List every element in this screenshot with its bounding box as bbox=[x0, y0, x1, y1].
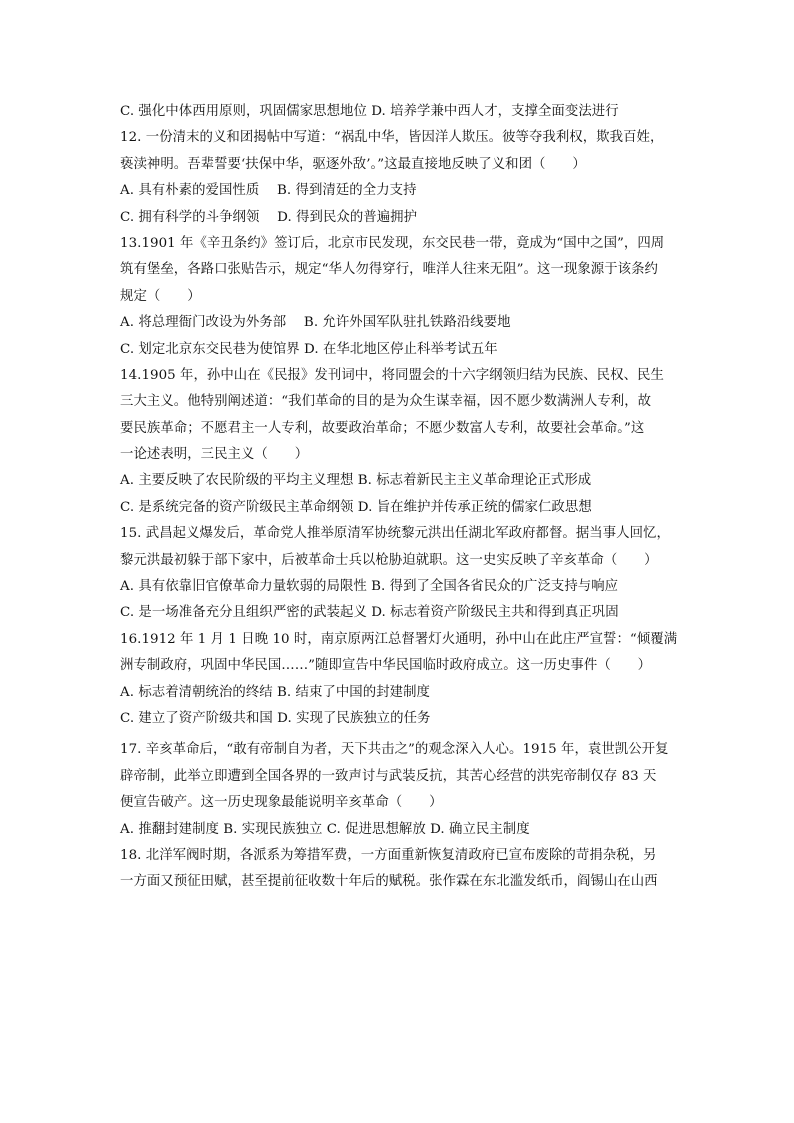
question-13-options: A. 将总理衙门改设为外务部 B. 允许外国军队驻扎铁路沿线要地 bbox=[120, 315, 511, 331]
question-12-stem: 12. 一份清末的义和团揭帖中写道：“祸乱中华，皆因洋人欺压。彼等夺我利权，欺我百姓， bbox=[120, 130, 664, 146]
question-15-options: A. 具有依靠旧官僚革命力量软弱的局限性 B. 得到了全国各省民众的广泛支持与响应 bbox=[120, 579, 619, 595]
question-13-stem: 筑有堡垒，各路口张贴告示，规定“华人勿得穿行，唯洋人往来无阻”。这一现象源于该条约 bbox=[120, 262, 658, 278]
question-13-stem: 规定（ ） bbox=[120, 288, 201, 304]
question-14-options: A. 主要反映了农民阶级的平均主义理想 B. 标志着新民主主义革命理论正式形成 bbox=[120, 473, 592, 489]
question-16-stem: 洲专制政府，巩固中华民国……”随即宣告中华民国临时政府成立。这一历史事件（ ） bbox=[120, 658, 652, 674]
question-13-stem: 13.1901 年《辛丑条约》签订后，北京市民发现，东交民巷一带，竟成为“国中之国”，四周 bbox=[120, 235, 665, 251]
question-14-stem: 14.1905 年，孙中山在《民报》发刊词中，将同盟会的十六字纲领归结为民族、民权、民生 bbox=[120, 367, 664, 383]
question-15-options: C. 是一场准备充分且组织严密的武装起义 D. 标志着资产阶级民主共和得到真正巩固 bbox=[120, 605, 619, 621]
question-17-stem: 17. 辛亥革命后，“敢有帝制自为者，天下共击之”的观念深入人心。1915 年，袁世凯公开复 bbox=[120, 742, 669, 758]
question-12-options: C. 拥有科学的斗争纲领 D. 得到民众的普遍拥护 bbox=[120, 209, 418, 225]
question-14-stem: 三大主义。他特别阐述道：“我们革命的目的是为众生谋幸福，因不愿少数满洲人专利，故 bbox=[120, 394, 652, 410]
document-page bbox=[120, 99, 680, 896]
question-14-stem: 要民族革命；不愿君主一人专利，故要政治革命；不愿少数富人专利，故要社会革命。”这 bbox=[120, 420, 645, 436]
question-14-options: C. 是系统完备的资产阶级民主革命纲领 D. 旨在维护并传承正统的儒家仁政思想 bbox=[120, 499, 592, 515]
question-16-options: A. 标志着清朝统治的终结 B. 结束了中国的封建制度 bbox=[120, 684, 430, 700]
question-13-options: C. 划定北京东交民巷为使馆界 D. 在华北地区停止科举考试五年 bbox=[120, 341, 498, 357]
question-14-stem: 一论述表明，三民主义（ ） bbox=[120, 447, 309, 463]
question-12-stem: 亵渎神明。吾辈誓要‘扶保中华，驱逐外敌’。”这最直接地反映了义和团（ ） bbox=[120, 156, 586, 172]
question-16-options: C. 建立了资产阶级共和国 D. 实现了民族独立的任务 bbox=[120, 710, 431, 726]
question-17-options: A. 推翻封建制度 B. 实现民族独立 C. 促进思想解放 D. 确立民主制度 bbox=[120, 821, 530, 837]
question-17-stem: 辟帝制，此举立即遭到全国各界的一致声讨与武装反抗，其苦心经营的洪宪帝制仅存 83 天 bbox=[120, 768, 657, 784]
question-15-stem: 黎元洪最初躲于部下家中，后被革命士兵以枪胁迫就职。这一史实反映了辛亥革命（ ） bbox=[120, 552, 658, 568]
question-17-stem: 便宣告破产。这一历史现象最能说明辛亥革命（ ） bbox=[120, 795, 443, 811]
question-18-stem: 一方面又预征田赋，甚至提前征收数十年后的赋税。张作霖在东北滥发纸币，阎锡山在山西 bbox=[120, 874, 658, 890]
question-16-stem: 16.1912 年 1 月 1 日晚 10 时，南京原两江总督署灯火通明，孙中山在此庄严宣誓：“倾覆满 bbox=[120, 631, 678, 647]
question-12-options: A. 具有朴素的爱国性质 B. 得到清廷的全力支持 bbox=[120, 183, 417, 199]
text-line: C. 强化中体西用原则，巩固儒家思想地位 D. 培养学兼中西人才，支撑全面变法进行 bbox=[120, 104, 619, 119]
question-15-stem: 15. 武昌起义爆发后，革命党人推举原清军协统黎元洪出任湖北军政府都督。据当事人回忆， bbox=[120, 526, 670, 542]
question-18-stem: 18. 北洋军阀时期，各派系为筹措军费，一方面重新恢复清政府已宣布废除的苛捐杂税，另 bbox=[120, 847, 657, 863]
